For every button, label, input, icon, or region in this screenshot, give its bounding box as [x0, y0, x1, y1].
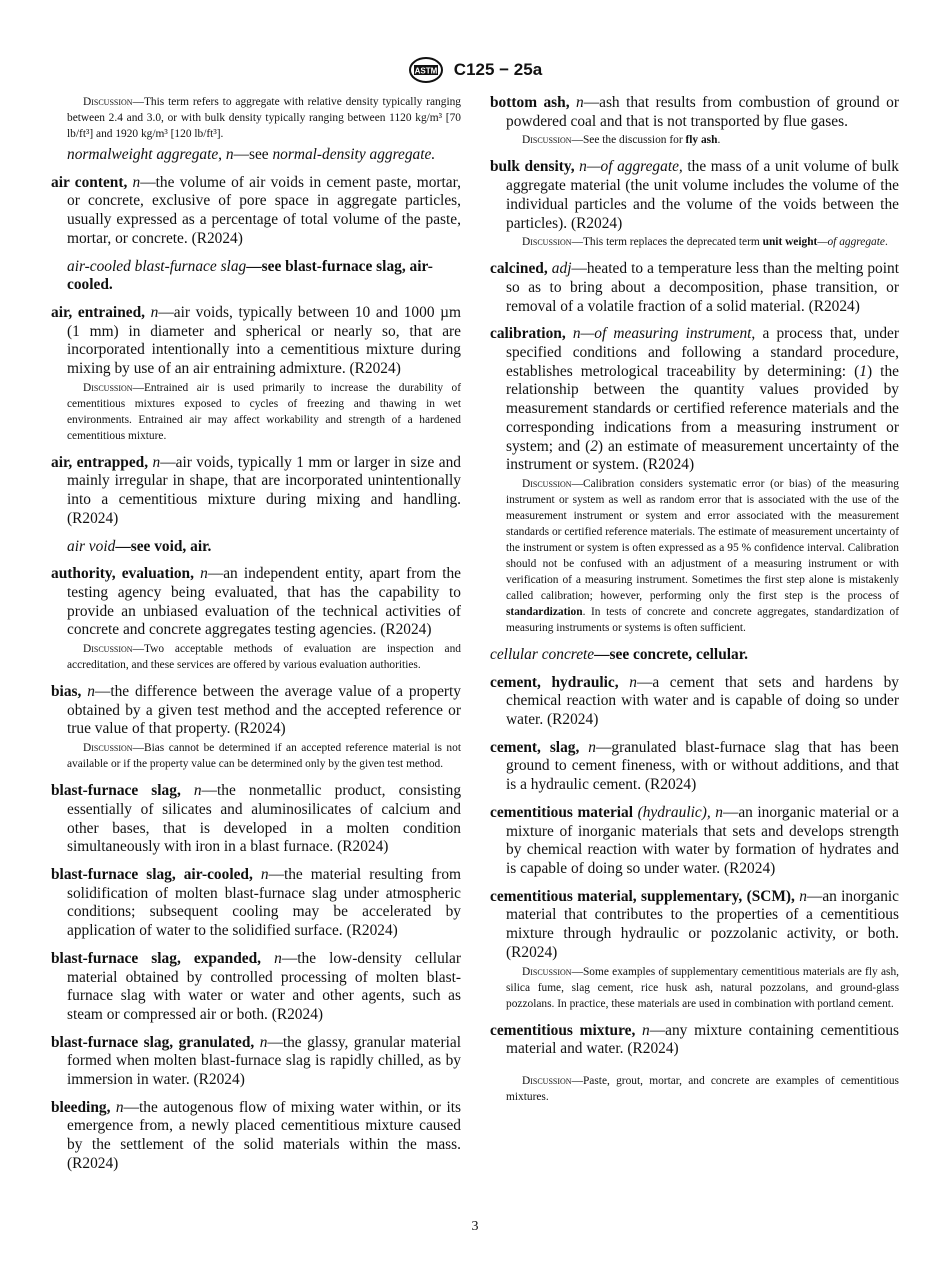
term-bottom-ash: bottom ash, n—ash that results from combustion of ground or powdered coal and that is not transported by flue gases. — [490, 94, 899, 130]
astm-logo-icon — [408, 56, 444, 84]
see-reference: air-cooled blast-furnace slag—see blast-furnace slag, air-cooled. — [67, 257, 433, 294]
discussion-note: Discussion—This term replaces the deprecated term unit weight—of aggregate. — [522, 236, 888, 249]
term-bleeding: bleeding, n—the autogenous flow of mixing water within, or its emergence from, a newly placed cementitious mixture caused by the settlement of the solid materials within the mass. (R2024) — [51, 1098, 462, 1172]
discussion-note: Discussion—Some examples of supplementary cementitious materials are fly ash, silica fume, slag cement, rice husk ash, natural pozzolans, and ground-glass pozzolans. In practice, these materials are used in combination with portland cement. — [506, 965, 899, 1010]
discussion-note: Discussion—Bias cannot be determined if an accepted reference material is not available or if the property value can be determined only by the given test method. — [67, 742, 461, 771]
see-reference: normalweight aggregate, n—see normal-density aggregate. — [67, 146, 436, 163]
left-column — [51, 94, 461, 1183]
term-blast-furnace-slag: blast-furnace slag, n—the nonmetallic product, consisting essentially of silicates and aluminosilicates of calcium and other bases, that is developed in a molten condition simultaneously with iron in a blast furnace. (R2024) — [51, 782, 462, 856]
term-air-entrapped: air, entrapped, n—air voids, typically 1 mm or larger in size and mainly irregular in shape, that are incorporated unintentionally into a cementitious mixture during mixing and handling. (R2024) — [51, 453, 461, 527]
term-authority-evaluation: authority, evaluation, n—an independent entity, apart from the testing agency being evaluated, that has the capability to provide an unbiased evaluation of the technical activities of concrete and concrete aggregates testing agencies. (R2024) — [51, 565, 462, 639]
term-scm: cementitious material, supplementary, (SCM), n—an inorganic material that contributes to the properties of a cementitious mixture through hydraulic or pozzolanic activity, or both. (R2024) — [490, 887, 899, 961]
term-cement-slag: cement, slag, n—granulated blast-furnace slag that has been ground to cement fineness, with or without additions, and that is a hydraulic cement. (R2024) — [490, 738, 899, 794]
term-blast-furnace-slag-expanded: blast-furnace slag, expanded, n—the low-density cellular material obtained by controlled processing of molten blast-furnace slag with water or water and other agents, such as steam or compressed air or both. (R2024) — [51, 949, 462, 1023]
discussion-note: Discussion—Two acceptable methods of evaluation are inspection and accreditation, and these services are offered by various evaluation authorities. — [67, 643, 461, 672]
term-bulk-density: bulk density, n—of aggregate, the mass of a unit volume of bulk aggregate material (the unit volume includes the volume of the individual particles and the volume of the voids between the particles). (R2024) — [490, 158, 899, 232]
term-calibration: calibration, n—of measuring instrument, a process that, under specified conditions and following a standard procedure, establishes metrological traceability by determining: (1) the relationship between the quantity values provided by measurement standards or certified reference materials and the corresponding indications from a measuring instrument or system; and (2) an estimate of measurement uncertainty of the instrument or system. (R2024) — [490, 325, 899, 474]
term-bias: bias, n—the difference between the average value of a property obtained by a given test method and the accepted reference or true value of that property. (R2024) — [51, 683, 461, 738]
term-cementitious-material: cementitious material (hydraulic), n—an inorganic material or a mixture of inorganic materials that sets and develops strength by chemical reaction with water by formation of hydrates and is capable of doing so under water. (R2024) — [490, 803, 899, 877]
discussion-note: Discussion—Calibration considers systematic error (or bias) of the measuring instrument or system as well as random error that is associated with the use of the measurement instrument or system and error associated with the measurement standards or certified reference materials. The estimate of measurement uncertainty of the instrument or system is often expressed as a 95 % confidence interval. Calibration should not be confused with an adjustment of a measuring instrument or with verification of a measuring instrument. Sometimes the first step alone is mistakenly called calibration; however, performing only the first step is the process of standardization. In tests of concrete and concrete aggregates, standardization of measuring instruments or systems is often sufficient. — [506, 477, 899, 634]
see-reference: cellular concrete—see concrete, cellular. — [490, 645, 748, 663]
term-cement-hydraulic: cement, hydraulic, n—a cement that sets and hardens by chemical reaction with water and is capable of doing so under water. (R2024) — [490, 673, 899, 729]
right-column — [490, 94, 899, 1115]
discussion-note: Discussion—See the discussion for fly ash. — [522, 134, 721, 147]
term-cementitious-mixture: cementitious mixture, n—any mixture containing cementitious material and water. (R2024) — [490, 1021, 899, 1058]
discussion-note: Discussion—Entrained air is used primarily to increase the durability of cementitious mixtures exposed to cycles of freezing and thawing in wet environments. Entrained air may affect workability and strength of a hardened cementitious mixture. — [67, 381, 461, 442]
discussion-note: Discussion—Paste, grout, mortar, and concrete are examples of cementitious mixtures. — [506, 1074, 899, 1103]
document-id: C125 − 25a — [453, 60, 543, 79]
term-air-entrained: air, entrained, n—air voids, typically between 10 and 1000 µm (1 mm) in diameter and spherical or nearly so, that are incorporated intentionally into a cementitious mixture during mixing by use of an air entraining admixture. (R2024) — [51, 303, 462, 378]
page-number: 3 — [471, 1219, 479, 1234]
page-header — [0, 56, 950, 86]
svg-text:ASTM: ASTM — [414, 66, 438, 76]
term-blast-furnace-slag-air-cooled: blast-furnace slag, air-cooled, n—the material resulting from solidification of molten blast-furnace slag under atmospheric conditions; subsequent cooling may be accelerated by application of water to the solidified surface. (R2024) — [51, 865, 462, 940]
term-blast-furnace-slag-granulated: blast-furnace slag, granulated, n—the glassy, granular material formed when molten blast-furnace slag is rapidly chilled, as by immersion in water. (R2024) — [51, 1033, 461, 1089]
discussion-note: Discussion—This term refers to aggregate with relative density typically ranging between 2.4 and 3.0, or with bulk density typically ranging between 1120 kg/m³ [70 lb/ft³] and 1920 kg/m³ [120 lb/ft³]. — [67, 96, 461, 140]
term-air-content: air content, n—the volume of air voids in cement paste, mortar, or concrete, exclusive of pore space in aggregate particles, usually expressed as a percentage of total volume of the paste, mortar, or concrete. (R2024) — [51, 173, 461, 247]
term-calcined: calcined, adj—heated to a temperature less than the melting point so as to bring about a decomposition, phase transition, or removal of a volatile fraction of a solid material. (R2024) — [490, 260, 899, 315]
see-reference: air void—see void, air. — [67, 537, 212, 555]
